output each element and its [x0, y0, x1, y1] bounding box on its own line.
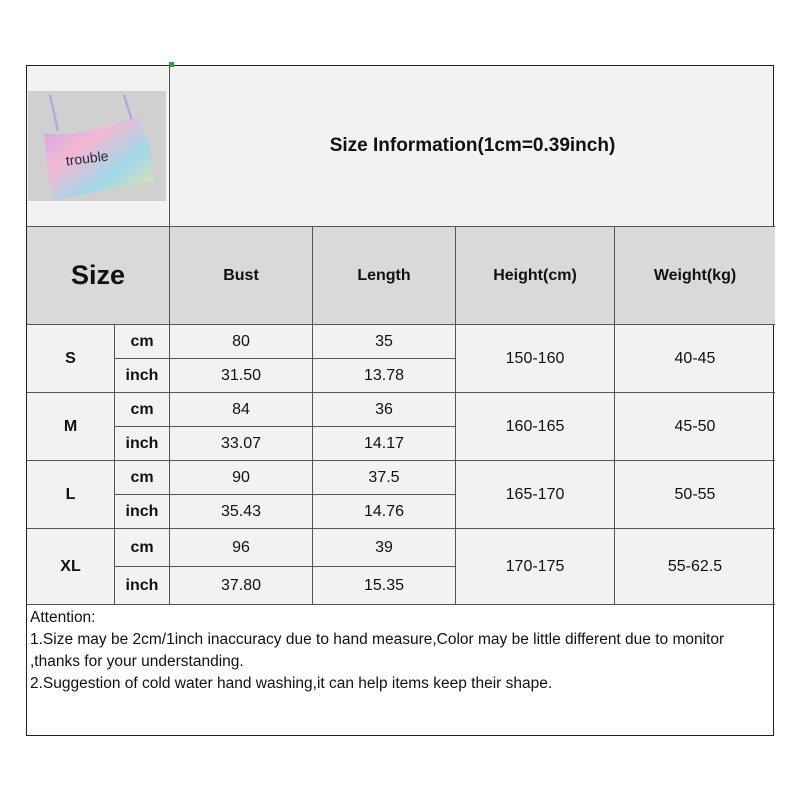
- bust-cm-cell: [170, 529, 313, 567]
- unit-label: inch: [125, 502, 159, 520]
- size-label: L: [65, 485, 76, 503]
- size-cell-xl: [27, 529, 115, 605]
- unit-label: inch: [125, 434, 159, 452]
- bust-inch-cell: [170, 495, 313, 529]
- page-title: Size Information(1cm=0.39inch): [329, 135, 616, 156]
- size-cell-s: [27, 325, 115, 393]
- weight-cell: [615, 393, 775, 461]
- weight-cell: [615, 529, 775, 605]
- weight-header-label: Weight(kg): [653, 266, 737, 284]
- length-inch-value: 14.76: [363, 502, 405, 520]
- weight-value: 40-45: [674, 349, 716, 367]
- bust-inch-cell: [170, 427, 313, 461]
- bust-header-label: Bust: [223, 266, 259, 284]
- bust-cm-value: 84: [232, 400, 250, 418]
- unit-cell: [115, 461, 170, 495]
- size-label: XL: [60, 557, 81, 575]
- length-inch-value: 15.35: [363, 576, 405, 594]
- size-cell-l: [27, 461, 115, 529]
- bust-inch-value: 37.80: [220, 576, 262, 594]
- size-header-label: Size: [70, 260, 126, 290]
- header-bust: [170, 227, 313, 325]
- weight-cell: [615, 461, 775, 529]
- size-label: S: [65, 349, 76, 367]
- notes-heading: Attention:: [30, 609, 96, 626]
- header-length: [313, 227, 456, 325]
- length-inch-cell: [313, 359, 456, 393]
- size-cell-m: [27, 393, 115, 461]
- unit-label: cm: [130, 332, 154, 350]
- length-inch-cell: [313, 427, 456, 461]
- unit-cell: [115, 567, 170, 605]
- unit-label: cm: [130, 468, 154, 486]
- length-cm-value: 37.5: [368, 468, 400, 486]
- height-value: 150-160: [505, 349, 565, 367]
- unit-cell: [115, 495, 170, 529]
- height-cell: [456, 325, 615, 393]
- size-chart: [26, 65, 774, 736]
- weight-cell: [615, 325, 775, 393]
- length-header-label: Length: [357, 266, 411, 284]
- notes-line-2: 2.Suggestion of cold water hand washing,it can help items keep their shape.: [30, 675, 553, 692]
- height-cell: [456, 529, 615, 605]
- length-cm-cell: [313, 461, 456, 495]
- length-inch-value: 14.17: [363, 434, 405, 452]
- product-image: [28, 91, 166, 201]
- length-cm-value: 39: [375, 538, 393, 556]
- bust-cm-cell: [170, 325, 313, 359]
- bust-cm-value: 96: [232, 538, 250, 556]
- height-value: 165-170: [505, 485, 565, 503]
- length-inch-cell: [313, 567, 456, 605]
- bust-cm-value: 90: [232, 468, 250, 486]
- length-cm-value: 36: [375, 400, 393, 418]
- size-label: M: [63, 417, 78, 435]
- bust-cm-cell: [170, 461, 313, 495]
- unit-cell: [115, 427, 170, 461]
- weight-value: 55-62.5: [667, 557, 723, 575]
- bust-inch-cell: [170, 567, 313, 605]
- length-inch-cell: [313, 495, 456, 529]
- unit-cell: [115, 359, 170, 393]
- bust-inch-value: 33.07: [220, 434, 262, 452]
- weight-value: 50-55: [674, 485, 716, 503]
- length-cm-cell: [313, 529, 456, 567]
- length-cm-cell: [313, 325, 456, 359]
- unit-cell: [115, 529, 170, 567]
- height-cell: [456, 393, 615, 461]
- height-cell: [456, 461, 615, 529]
- unit-label: cm: [130, 538, 154, 556]
- bust-inch-value: 35.43: [220, 502, 262, 520]
- weight-value: 45-50: [674, 417, 716, 435]
- unit-cell: [115, 325, 170, 359]
- product-image-cell: [27, 66, 170, 227]
- bust-cm-value: 80: [232, 332, 250, 350]
- unit-cell: [115, 393, 170, 427]
- height-value: 160-165: [505, 417, 565, 435]
- unit-label: inch: [125, 576, 159, 594]
- bust-inch-value: 31.50: [220, 366, 262, 384]
- header-size: [27, 227, 170, 325]
- header-height: [456, 227, 615, 325]
- svg-text:trouble: trouble: [64, 147, 110, 169]
- notes-line-1: 1.Size may be 2cm/1inch inaccuracy due to hand measure,Color may be little different due to monitor ,thanks for your understanding.: [30, 631, 725, 670]
- title-cell: [170, 66, 775, 227]
- crop-top-icon: [28, 91, 166, 201]
- attention-notes: [27, 605, 773, 735]
- length-cm-value: 35: [375, 332, 393, 350]
- height-value: 170-175: [505, 557, 565, 575]
- header-weight: [615, 227, 775, 325]
- unit-label: inch: [125, 366, 159, 384]
- bust-cm-cell: [170, 393, 313, 427]
- length-cm-cell: [313, 393, 456, 427]
- length-inch-value: 13.78: [363, 366, 405, 384]
- height-header-label: Height(cm): [493, 266, 577, 284]
- unit-label: cm: [130, 400, 154, 418]
- bust-inch-cell: [170, 359, 313, 393]
